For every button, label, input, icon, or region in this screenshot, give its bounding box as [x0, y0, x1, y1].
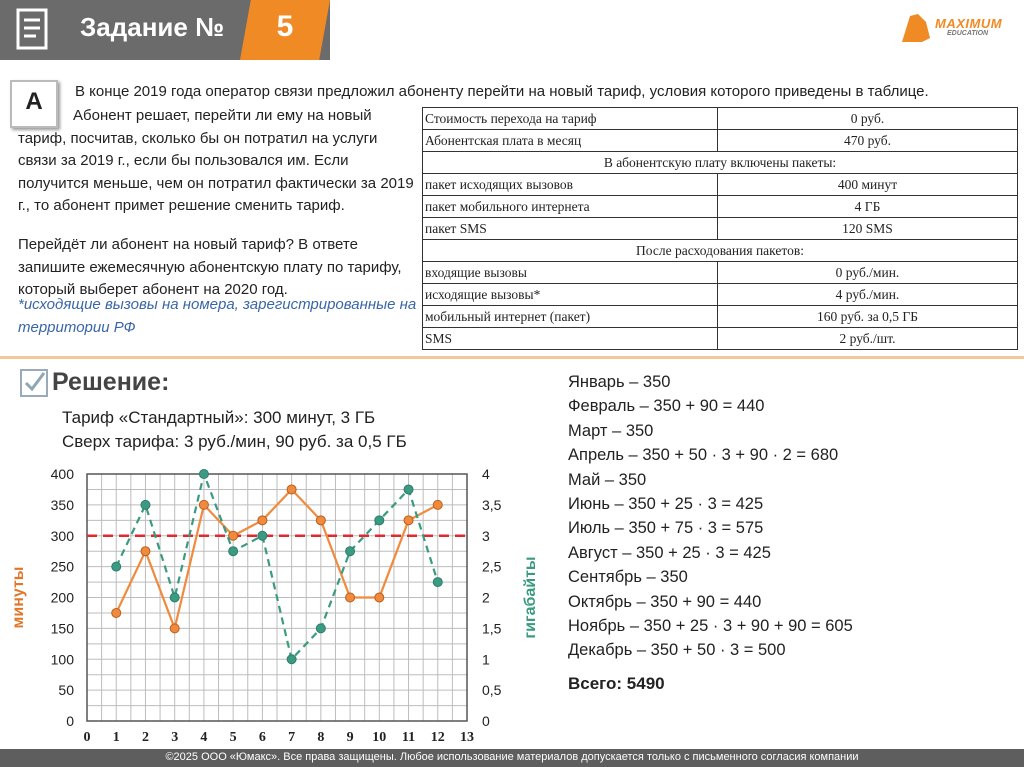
- point-minutes: [433, 500, 442, 509]
- x-tick-label: 8: [317, 730, 325, 745]
- footer: [0, 749, 1024, 767]
- month-cost-line: Май – 350: [568, 470, 647, 489]
- header: [0, 0, 1024, 60]
- logo-subtext: EDUCATION: [947, 30, 989, 37]
- tariff-value: 120 SMS: [718, 218, 1018, 240]
- point-gigabytes: [375, 516, 384, 525]
- month-cost-line: Январь – 350: [568, 373, 671, 391]
- point-minutes: [287, 485, 296, 494]
- x-tick-label: 0: [83, 730, 91, 745]
- tariff-value: 0 руб./мин.: [718, 262, 1018, 284]
- y-left-tick-label: 150: [50, 620, 74, 637]
- month-cost-line: Март – 350: [568, 421, 654, 440]
- y-left-tick-label: 200: [50, 589, 74, 606]
- point-gigabytes: [433, 578, 442, 587]
- x-tick-label: 10: [372, 730, 387, 745]
- y-right-tick-label: 0,5: [482, 682, 502, 699]
- y-right-axis-label: гигабайты: [522, 556, 539, 639]
- x-tick-label: 11: [401, 730, 416, 745]
- tariff-value: 400 минут: [718, 174, 1018, 196]
- tariff-section-header: После расходования пакетов:: [423, 240, 1018, 262]
- y-left-tick-label: 300: [50, 527, 74, 544]
- point-gigabytes: [141, 500, 150, 509]
- tariff-value: 160 руб. за 0,5 ГБ: [718, 306, 1018, 328]
- tariff-row: [423, 152, 1018, 174]
- tariff-label: исходящие вызовы*: [423, 284, 718, 306]
- tariff-label: пакет мобильного интернета: [423, 196, 718, 218]
- point-minutes: [229, 531, 238, 540]
- task-title: Задание №: [80, 12, 225, 42]
- point-gigabytes: [346, 547, 355, 556]
- x-tick-label: 3: [171, 730, 179, 745]
- monthly-costs-list: [568, 370, 853, 663]
- y-right-tick-label: 2,5: [482, 558, 502, 575]
- y-left-tick-label: 350: [50, 496, 74, 513]
- point-gigabytes: [170, 593, 179, 602]
- y-right-tick-label: 1,5: [482, 620, 502, 637]
- point-gigabytes: [287, 655, 296, 664]
- y-right-tick-label: 2: [482, 589, 490, 606]
- tariff-row: [423, 328, 1018, 350]
- y-left-tick-label: 100: [50, 651, 74, 668]
- problem-body: Абонент решает, перейти ли ему на новый тариф, посчитав, сколько бы он потратил на услуги связи за 2019 г., если бы пользовался им. Если получится меньше, чем он потратил фактически за 2019 г., то абонент примет решение сменить тариф.: [18, 107, 414, 214]
- x-tick-label: 13: [460, 730, 474, 745]
- tariff-row: [423, 284, 1018, 306]
- copyright-text: ©2025 ООО «Юмакс». Все права защищены. Любое использование материалов допускается только с письменного согласия компании: [165, 751, 859, 763]
- y-left-tick-label: 50: [58, 682, 74, 699]
- point-minutes: [112, 608, 121, 617]
- month-cost-line: Декабрь – 350 + 50 · 3 = 500: [568, 641, 786, 660]
- month-cost-line: Август – 350 + 25 · 3 = 425: [568, 543, 771, 562]
- tariff-value: 4 руб./мин.: [718, 284, 1018, 306]
- month-cost-line: Апрель – 350 + 50 · 3 + 90 · 2 = 680: [568, 446, 839, 465]
- y-left-tick-label: 0: [66, 713, 74, 729]
- tariff-row: [423, 218, 1018, 240]
- point-minutes: [404, 516, 413, 525]
- month-cost-line: Февраль – 350 + 90 = 440: [568, 397, 765, 416]
- tariff-value: 2 руб./шт.: [718, 328, 1018, 350]
- point-gigabytes: [404, 485, 413, 494]
- point-minutes: [375, 593, 384, 602]
- tariff-row: [423, 108, 1018, 130]
- point-minutes: [199, 500, 208, 509]
- section-divider: [0, 356, 1024, 359]
- part-letter: А: [25, 88, 43, 115]
- x-tick-label: 9: [346, 730, 354, 745]
- checkbox-icon: [20, 369, 48, 397]
- tariff-row: [423, 262, 1018, 284]
- month-cost-line: Июль – 350 + 75 · 3 = 575: [568, 519, 764, 538]
- x-tick-label: 2: [141, 730, 149, 745]
- solution-overage-line: Сверх тарифа: 3 руб./мин, 90 руб. за 0,5 ГБ: [62, 432, 407, 451]
- tariff-row: [423, 196, 1018, 218]
- x-tick-label: 12: [430, 730, 445, 745]
- tariff-label: Абонентская плата в месяц: [423, 130, 718, 152]
- x-tick-label: 1: [112, 730, 120, 745]
- month-cost-line: Октябрь – 350 + 90 = 440: [568, 592, 762, 611]
- point-gigabytes: [199, 470, 208, 479]
- x-tick-label: 7: [288, 730, 296, 745]
- y-right-tick-label: 3: [482, 527, 490, 544]
- x-tick-label: 5: [229, 730, 237, 745]
- x-tick-label: 4: [200, 730, 208, 745]
- month-cost-line: Июнь – 350 + 25 · 3 = 425: [568, 495, 764, 514]
- document-icon: [14, 8, 54, 52]
- tariff-row: [423, 240, 1018, 262]
- point-gigabytes: [316, 624, 325, 633]
- tariff-label: входящие вызовы: [423, 262, 718, 284]
- solution-tariff-line: Тариф «Стандартный»: 300 минут, 3 ГБ: [62, 408, 376, 427]
- y-right-tick-label: 4: [482, 466, 490, 482]
- y-left-tick-label: 250: [50, 558, 74, 575]
- problem-question: Перейдёт ли абонент на новый тариф? В ответе запишите ежемесячную абонентскую плату по тарифу, который выберет абонент на 2020 год.: [18, 236, 402, 298]
- tariff-label: SMS: [423, 328, 718, 350]
- month-cost-line: Ноябрь – 350 + 25 · 3 + 90 + 90 = 605: [568, 617, 853, 636]
- logo-text: MAXIMUM: [935, 16, 1003, 31]
- tariff-row: [423, 130, 1018, 152]
- x-tick-label: 6: [258, 730, 266, 745]
- month-cost-line: Сентябрь – 350: [568, 568, 688, 587]
- task-number: 5: [276, 10, 294, 43]
- y-right-tick-label: 3,5: [482, 496, 502, 513]
- y-left-axis-label: минуты: [10, 566, 27, 629]
- total-cost: Всего: 5490: [568, 674, 665, 693]
- point-minutes: [170, 624, 179, 633]
- point-minutes: [346, 593, 355, 602]
- tariff-label: Стоимость перехода на тариф: [423, 108, 718, 130]
- point-gigabytes: [112, 562, 121, 571]
- problem-intro: В конце 2019 года оператор связи предложил абоненту перейти на новый тариф, условия которого приведены в таблице.: [75, 83, 929, 100]
- tariff-row: [423, 306, 1018, 328]
- y-right-tick-label: 0: [482, 713, 490, 729]
- tariff-row: [423, 174, 1018, 196]
- usage-chart: [0, 460, 540, 750]
- tariff-label: пакет SMS: [423, 218, 718, 240]
- point-minutes: [316, 516, 325, 525]
- point-gigabytes: [229, 547, 238, 556]
- solution-title: Решение:: [52, 368, 170, 396]
- tariff-label: пакет исходящих вызовов: [423, 174, 718, 196]
- point-minutes: [141, 547, 150, 556]
- tariff-table: [422, 107, 1018, 350]
- y-left-tick-label: 400: [50, 466, 74, 482]
- y-right-tick-label: 1: [482, 651, 490, 668]
- problem-footnote: *исходящие вызовы на номера, зарегистрированные на территории РФ: [18, 296, 417, 336]
- tariff-section-header: В абонентскую плату включены пакеты:: [423, 152, 1018, 174]
- point-minutes: [258, 516, 267, 525]
- tariff-value: 0 руб.: [718, 108, 1018, 130]
- point-gigabytes: [258, 531, 267, 540]
- tariff-value: 470 руб.: [718, 130, 1018, 152]
- tariff-label: мобильный интернет (пакет): [423, 306, 718, 328]
- tariff-value: 4 ГБ: [718, 196, 1018, 218]
